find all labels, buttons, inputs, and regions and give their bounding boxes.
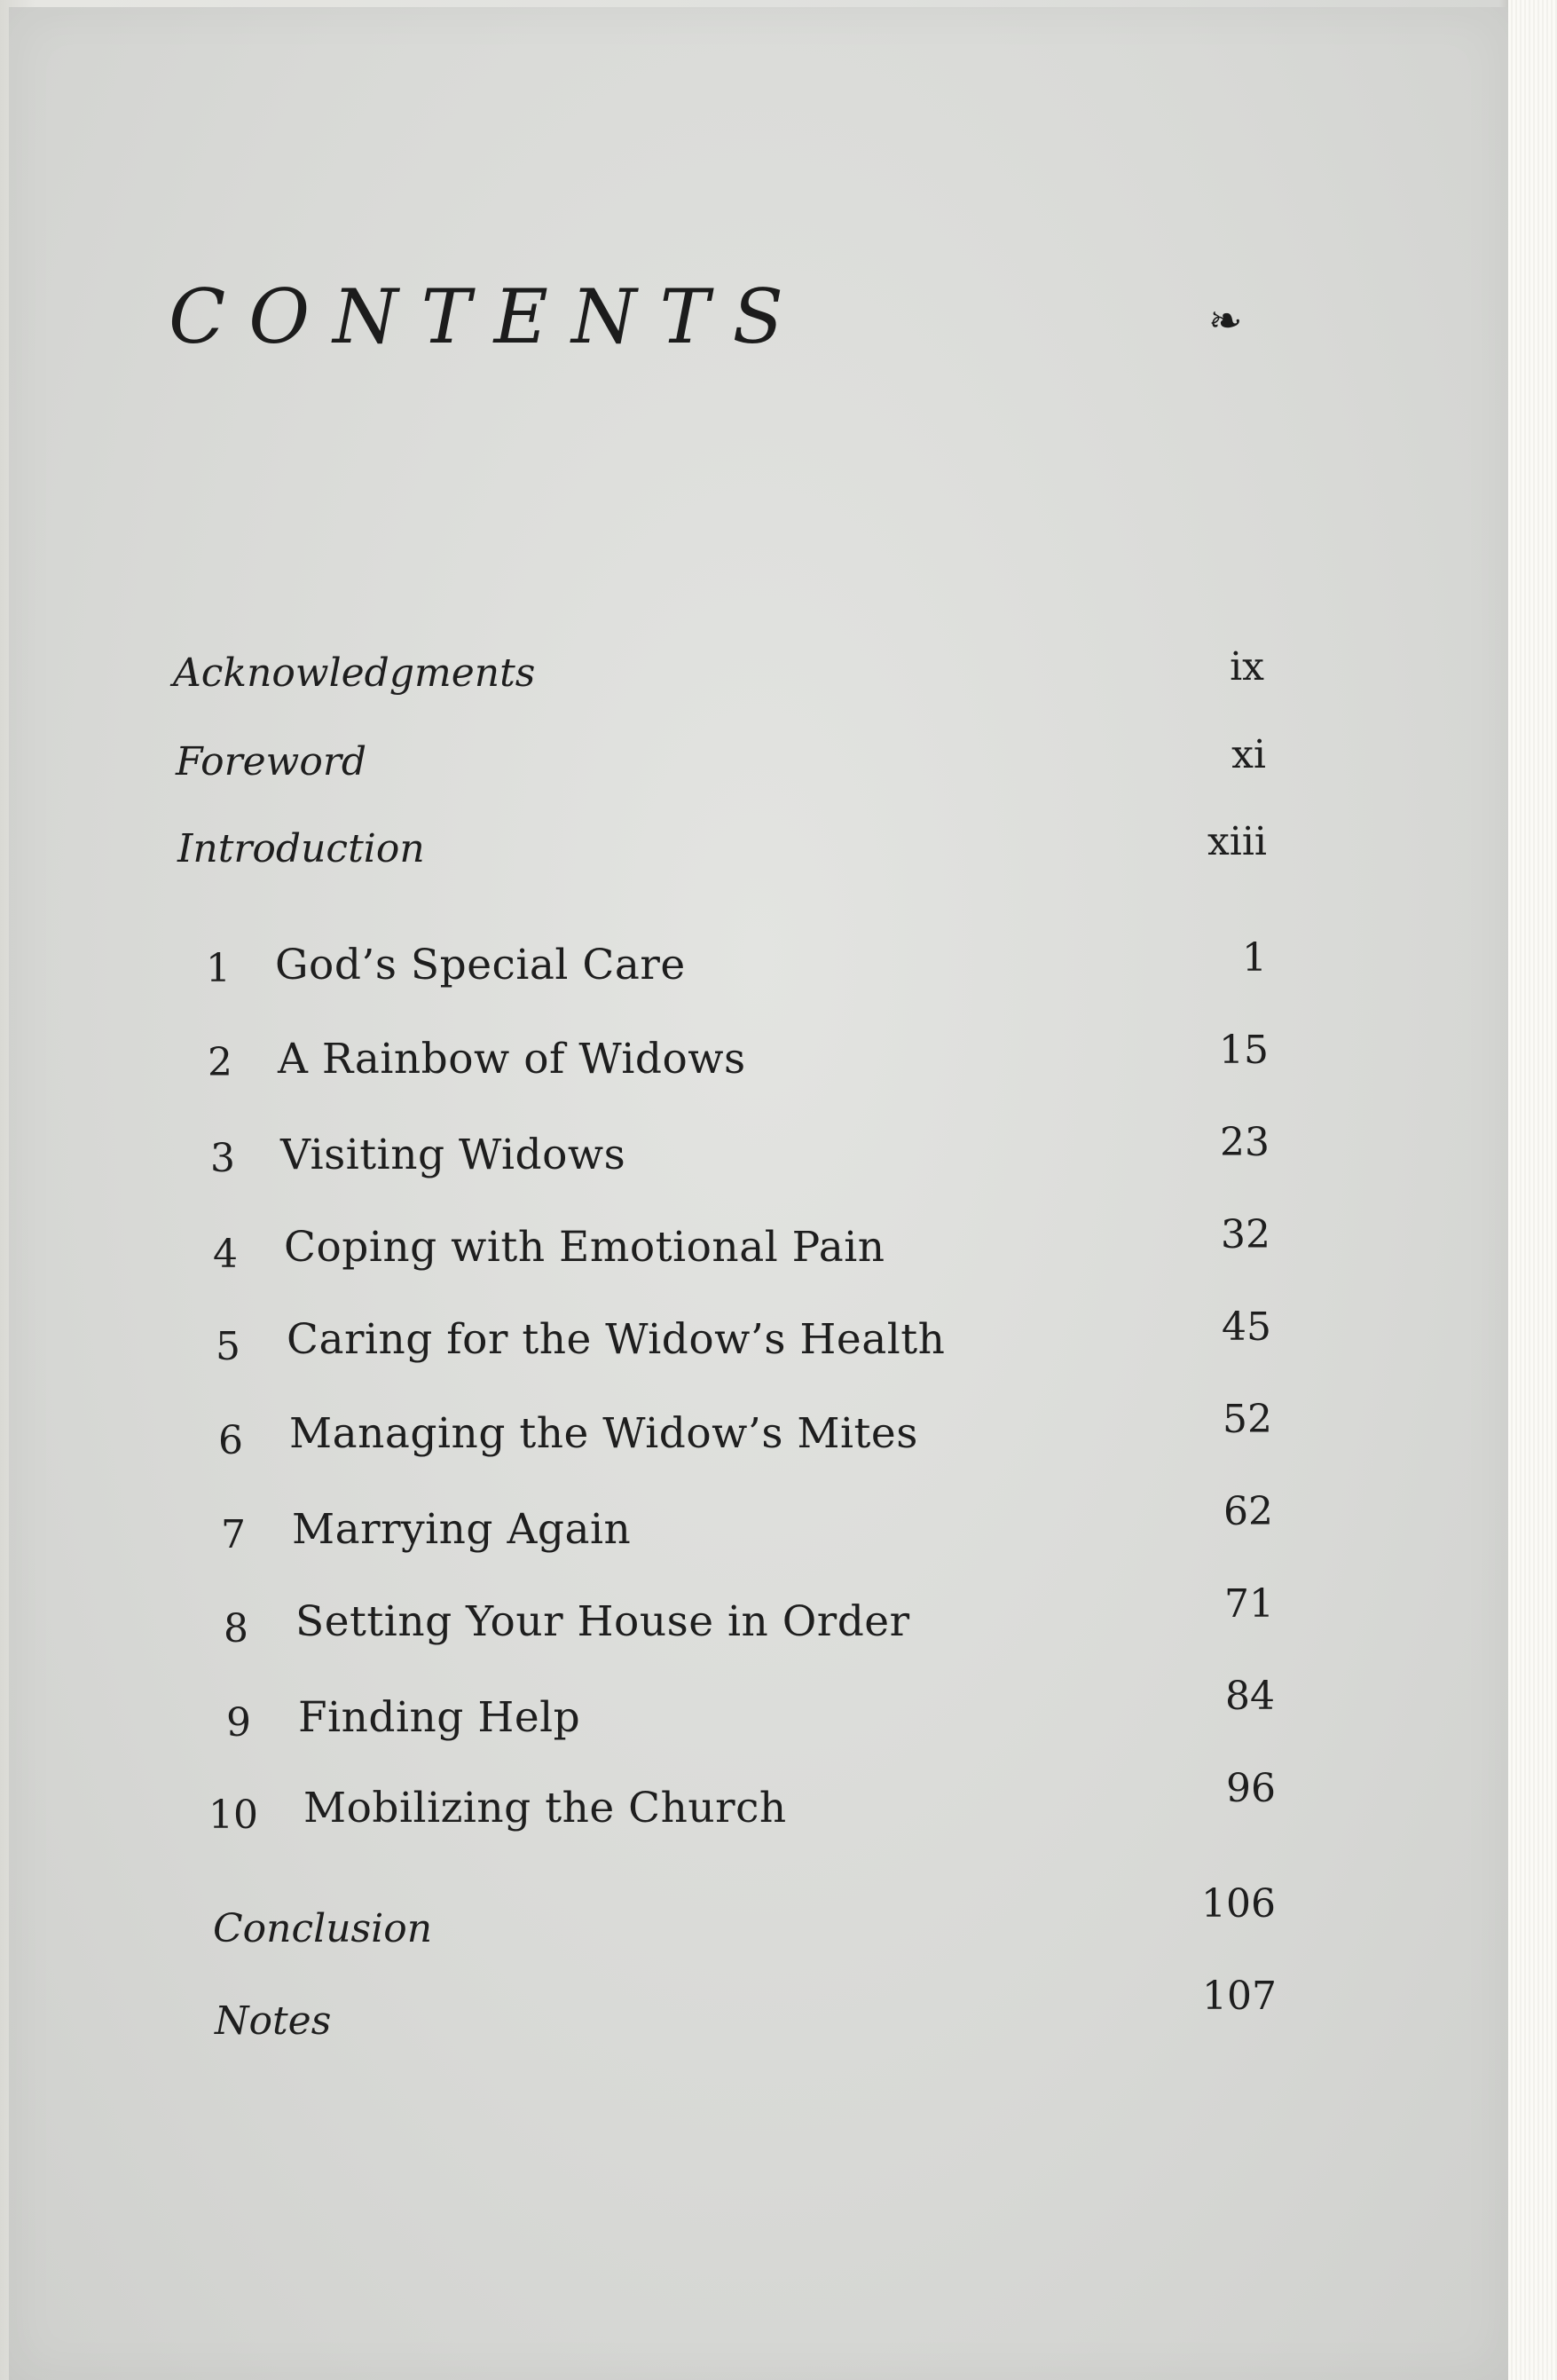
front-matter-label-introduction: Introduction (177, 826, 425, 871)
chapter-number: 7 (221, 1512, 246, 1557)
chapter-page: 62 (1223, 1489, 1273, 1534)
front-matter-label-foreword: Foreword (176, 739, 367, 784)
front-matter-page-foreword: xi (1231, 732, 1266, 777)
chapter-title: Setting Your House in Order (295, 1597, 910, 1646)
front-matter-label-acknowledgments: Acknowledgments (173, 650, 536, 696)
chapter-number: 8 (224, 1606, 248, 1651)
chapter-number: 1 (206, 946, 231, 991)
page-stack-edge (1508, 0, 1557, 2380)
chapter-title: Managing the Widow’s Mites (289, 1409, 918, 1458)
chapter-title: Marrying Again (292, 1505, 632, 1554)
chapter-page: 71 (1224, 1581, 1274, 1627)
chapter-page: 84 (1225, 1674, 1275, 1719)
contents-page (9, 7, 1508, 2380)
chapter-number: 5 (216, 1324, 240, 1369)
chapter-page: 45 (1222, 1304, 1271, 1350)
back-matter-label-notes: Notes (215, 1998, 332, 2044)
chapter-title: A Rainbow of Widows (278, 1035, 746, 1084)
back-matter-page-conclusion: 106 (1201, 1881, 1276, 1927)
chapter-number: 3 (210, 1136, 235, 1181)
chapter-number: 2 (208, 1040, 232, 1085)
chapter-page: 52 (1223, 1397, 1272, 1442)
back-matter-page-notes: 107 (1202, 1974, 1277, 2019)
fleuron-ornament-icon: ❧ (1208, 296, 1243, 344)
front-matter-page-acknowledgments: ix (1230, 644, 1264, 690)
chapter-page: 23 (1220, 1120, 1270, 1165)
chapter-title: Visiting Widows (280, 1131, 626, 1179)
chapter-number: 4 (213, 1232, 238, 1277)
chapter-title: God’s Special Care (275, 941, 686, 989)
back-matter-label-conclusion: Conclusion (213, 1906, 433, 1951)
chapter-page: 15 (1219, 1028, 1269, 1073)
chapter-title: Mobilizing the Church (303, 1784, 787, 1832)
chapter-page: 32 (1221, 1212, 1270, 1257)
chapter-title: Coping with Emotional Pain (284, 1223, 885, 1272)
chapter-page: 96 (1226, 1766, 1276, 1811)
chapter-number: 10 (208, 1793, 258, 1838)
chapter-number: 9 (226, 1700, 251, 1746)
chapter-number: 6 (218, 1418, 243, 1463)
chapter-title: Caring for the Widow’s Health (287, 1315, 946, 1364)
page-title: CONTENTS (169, 273, 807, 360)
front-matter-page-introduction: xiii (1207, 819, 1267, 864)
chapter-title: Finding Help (298, 1693, 581, 1742)
chapter-page: 1 (1242, 935, 1267, 981)
